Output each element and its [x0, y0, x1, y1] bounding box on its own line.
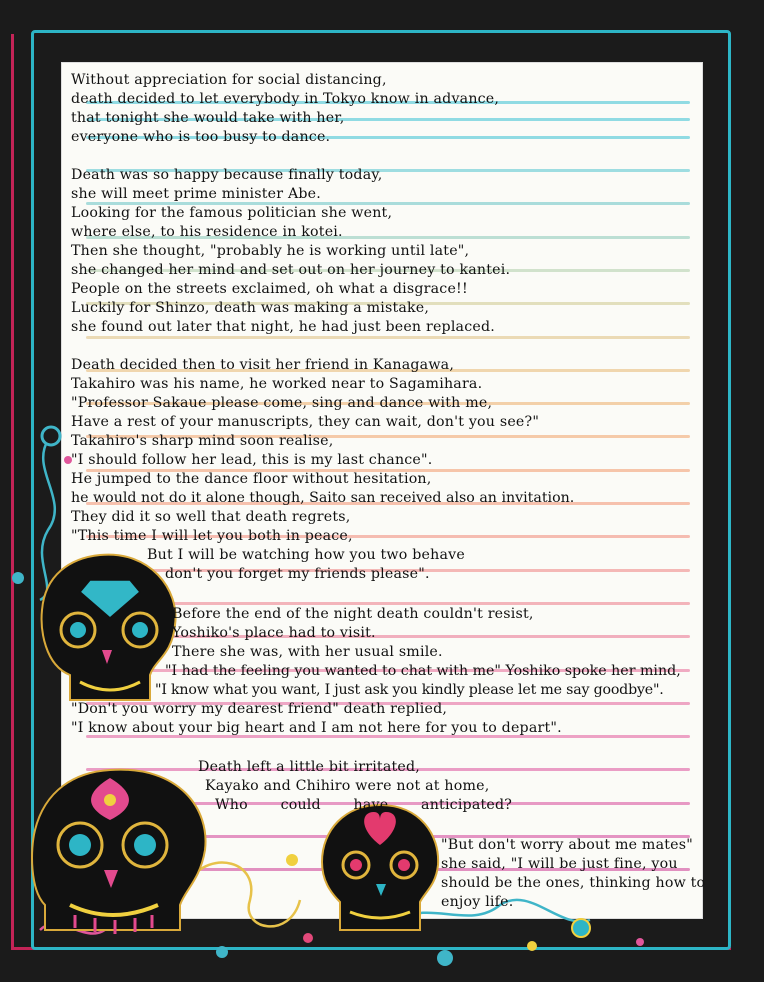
poem-line: "I had the feeling you wanted to chat with me" Yoshiko spoke her mind, [165, 663, 681, 679]
poem-line: "But don't worry about me mates" [441, 837, 693, 853]
poem-line: should be the ones, thinking how to [441, 875, 706, 891]
poem-line: "Don't you worry my dearest friend" death replied, [71, 701, 448, 717]
poem-line: Have a rest of your manuscripts, they can wait, don't you see?" [71, 414, 540, 430]
poem-line: But I will be watching how you two behave [147, 547, 465, 563]
poem-line: Kayako and Chihiro were not at home, [205, 778, 490, 794]
poem-line: she said, "I will be just fine, you [441, 856, 678, 872]
poem-line: "I know what you want, I just ask you kindly please let me say goodbye". [155, 682, 664, 698]
poem-line: "I should follow her lead, this is my last chance". [71, 452, 433, 468]
sugar-skull-diamond-icon [42, 555, 176, 700]
poem-line: where else, to his residence in kotei. [71, 224, 343, 240]
poem-line: he would not do it alone though, Saito san received also an invitation. [71, 490, 575, 506]
poem-line: "I know about your big heart and I am not here for you to depart". [71, 720, 562, 736]
poem-line: Takahiro was his name, he worked near to Sagamihara. [71, 376, 483, 392]
poem-line: Death was so happy because finally today, [71, 167, 383, 183]
sugar-skull-heart-icon [322, 805, 438, 930]
poem-line: death decided to let everybody in Tokyo know in advance, [71, 91, 500, 107]
poem-line: Who could have anticipated? [215, 797, 513, 813]
poem-line: Then she thought, "probably he is working until late", [71, 243, 470, 259]
poem-line: don't you forget my friends please". [165, 566, 430, 582]
poem-line: Death decided then to visit her friend in Kanagawa, [71, 357, 455, 373]
poem-line: Yoshiko's place had to visit. [172, 625, 376, 641]
poem-line: There she was, with her usual smile. [172, 644, 443, 660]
poem-line: They did it so well that death regrets, [71, 509, 351, 525]
poem-line: Before the end of the night death couldn't resist, [172, 606, 534, 622]
poem-line: she found out later that night, he had just been replaced. [71, 319, 495, 335]
poem-line: Looking for the famous politician she went, [71, 205, 393, 221]
poem-line: she will meet prime minister Abe. [71, 186, 321, 202]
poem-line: that tonight she would take with her, [71, 110, 345, 126]
poem-line: People on the streets exclaimed, oh what a disgrace!! [71, 281, 468, 297]
poem-line: He jumped to the dance floor without hesitation, [71, 471, 432, 487]
poem-line: she changed her mind and set out on her journey to kantei. [71, 262, 511, 278]
poem-line: enjoy life. [441, 894, 514, 910]
poem-line: everyone who is too busy to dance. [71, 129, 331, 145]
poem-line: Death left a little bit irritated, [198, 759, 420, 775]
sugar-skull-flower-icon [32, 770, 206, 934]
poem-line: Luckily for Shinzo, death was making a mistake, [71, 300, 430, 316]
poem-line: Takahiro's sharp mind soon realise, [71, 433, 334, 449]
poem-line: "This time I will let you both in peace, [71, 528, 353, 544]
poem-line: "Professor Sakaue please come, sing and dance with me, [71, 395, 493, 411]
poem-line: Without appreciation for social distancing, [71, 72, 387, 88]
